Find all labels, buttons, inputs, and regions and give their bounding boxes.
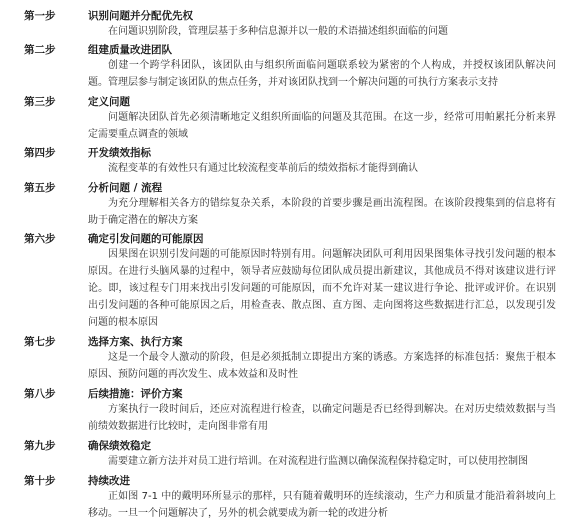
step-description: 为充分理解相关各方的错综复杂关系，本阶段的首要步骤是画出流程图。在该阶段搜集到的信息将有助于确定潜在的解决方案 (88, 198, 556, 226)
step-description: 正如图 7-1 中的戴明环所显示的那样，只有随着戴明环的连续滚动，生产力和质量才能沿着斜坡向上移动。一旦一个问题解决了，另外的机会就要成为新一轮的改进分析 (88, 491, 556, 519)
step-description: 需要建立新方法并对员工进行培训。在对流程进行监测以确保流程保持稳定时，可以使用控制图 (108, 456, 528, 467)
step-description: 这是一个最令人激动的阶段，但是必须抵制立即提出方案的诱惑。方案选择的标准包括：聚焦于根本原因、预防问题的再次发生、成本效益和及时性 (88, 352, 556, 380)
step-description: 在问题识别阶段，管理层基于多种信息源并以一般的术语描述组织面临的问题 (108, 26, 448, 37)
step-number: 第六步 (24, 233, 56, 245)
step-title: 定义问题 (88, 96, 130, 108)
step-description: 因果图在识别引发问题的可能原因时特别有用。问题解决团队可利用因果图集体寻找引发问题的根本原因。在进行头脑风暴的过程中，领导者应鼓励每位团队成员提出新建议，其他成员不得对该建议进行评论。即，该过程专门用来找出引发问题的可能原因，而不允许对某一建议进行争论、批评或评价。在识别出引发问题的各种可能原因之后，用检查表、散点图、直方图、走向图将这些数据进行汇总，以发现引发问题的根本原因 (88, 249, 556, 328)
step-description: 流程变革的有效性只有通过比较流程变革前后的绩效指标才能得到确认 (108, 163, 418, 174)
step-title: 持续改进 (88, 475, 130, 487)
step-number: 第一步 (24, 10, 56, 22)
step-number: 第二步 (24, 44, 56, 56)
step-title: 选择方案、执行方案 (88, 336, 183, 348)
step-title: 识别问题并分配优先权 (88, 10, 193, 22)
step-number: 第四步 (24, 147, 56, 159)
step-description: 创建一个跨学科团队，该团队由与组织所面临问题联系较为紧密的个人构成，并授权该团队解决问题。管理层参与制定该团队的焦点任务，并对该团队找到一个解决问题的可执行方案表示支持 (88, 60, 556, 88)
step-title: 后续措施：评价方案 (88, 388, 183, 400)
step-number: 第九步 (24, 440, 56, 452)
step-title: 开发绩效指标 (88, 147, 151, 159)
step-title: 确保绩效稳定 (88, 440, 151, 452)
step-title: 组建质量改进团队 (88, 44, 172, 56)
step-number: 第十步 (24, 475, 56, 487)
step-number: 第三步 (24, 96, 56, 108)
step-number: 第七步 (24, 336, 56, 348)
step-title: 分析问题 / 流程 (88, 182, 163, 194)
step-description: 问题解决团队首先必须清晰地定义组织所面临的问题及其范围。在这一步，经常可用帕累托分析来界定需要重点调查的领域 (88, 112, 556, 140)
step-description: 方案执行一段时间后，还应对流程进行检查，以确定问题是否已经得到解决。在对历史绩效数据与当前绩效数据进行比较时，走向图非常有用 (88, 404, 556, 432)
step-title: 确定引发问题的可能原因 (88, 233, 204, 245)
step-number: 第八步 (24, 388, 56, 400)
step-number: 第五步 (24, 182, 56, 194)
